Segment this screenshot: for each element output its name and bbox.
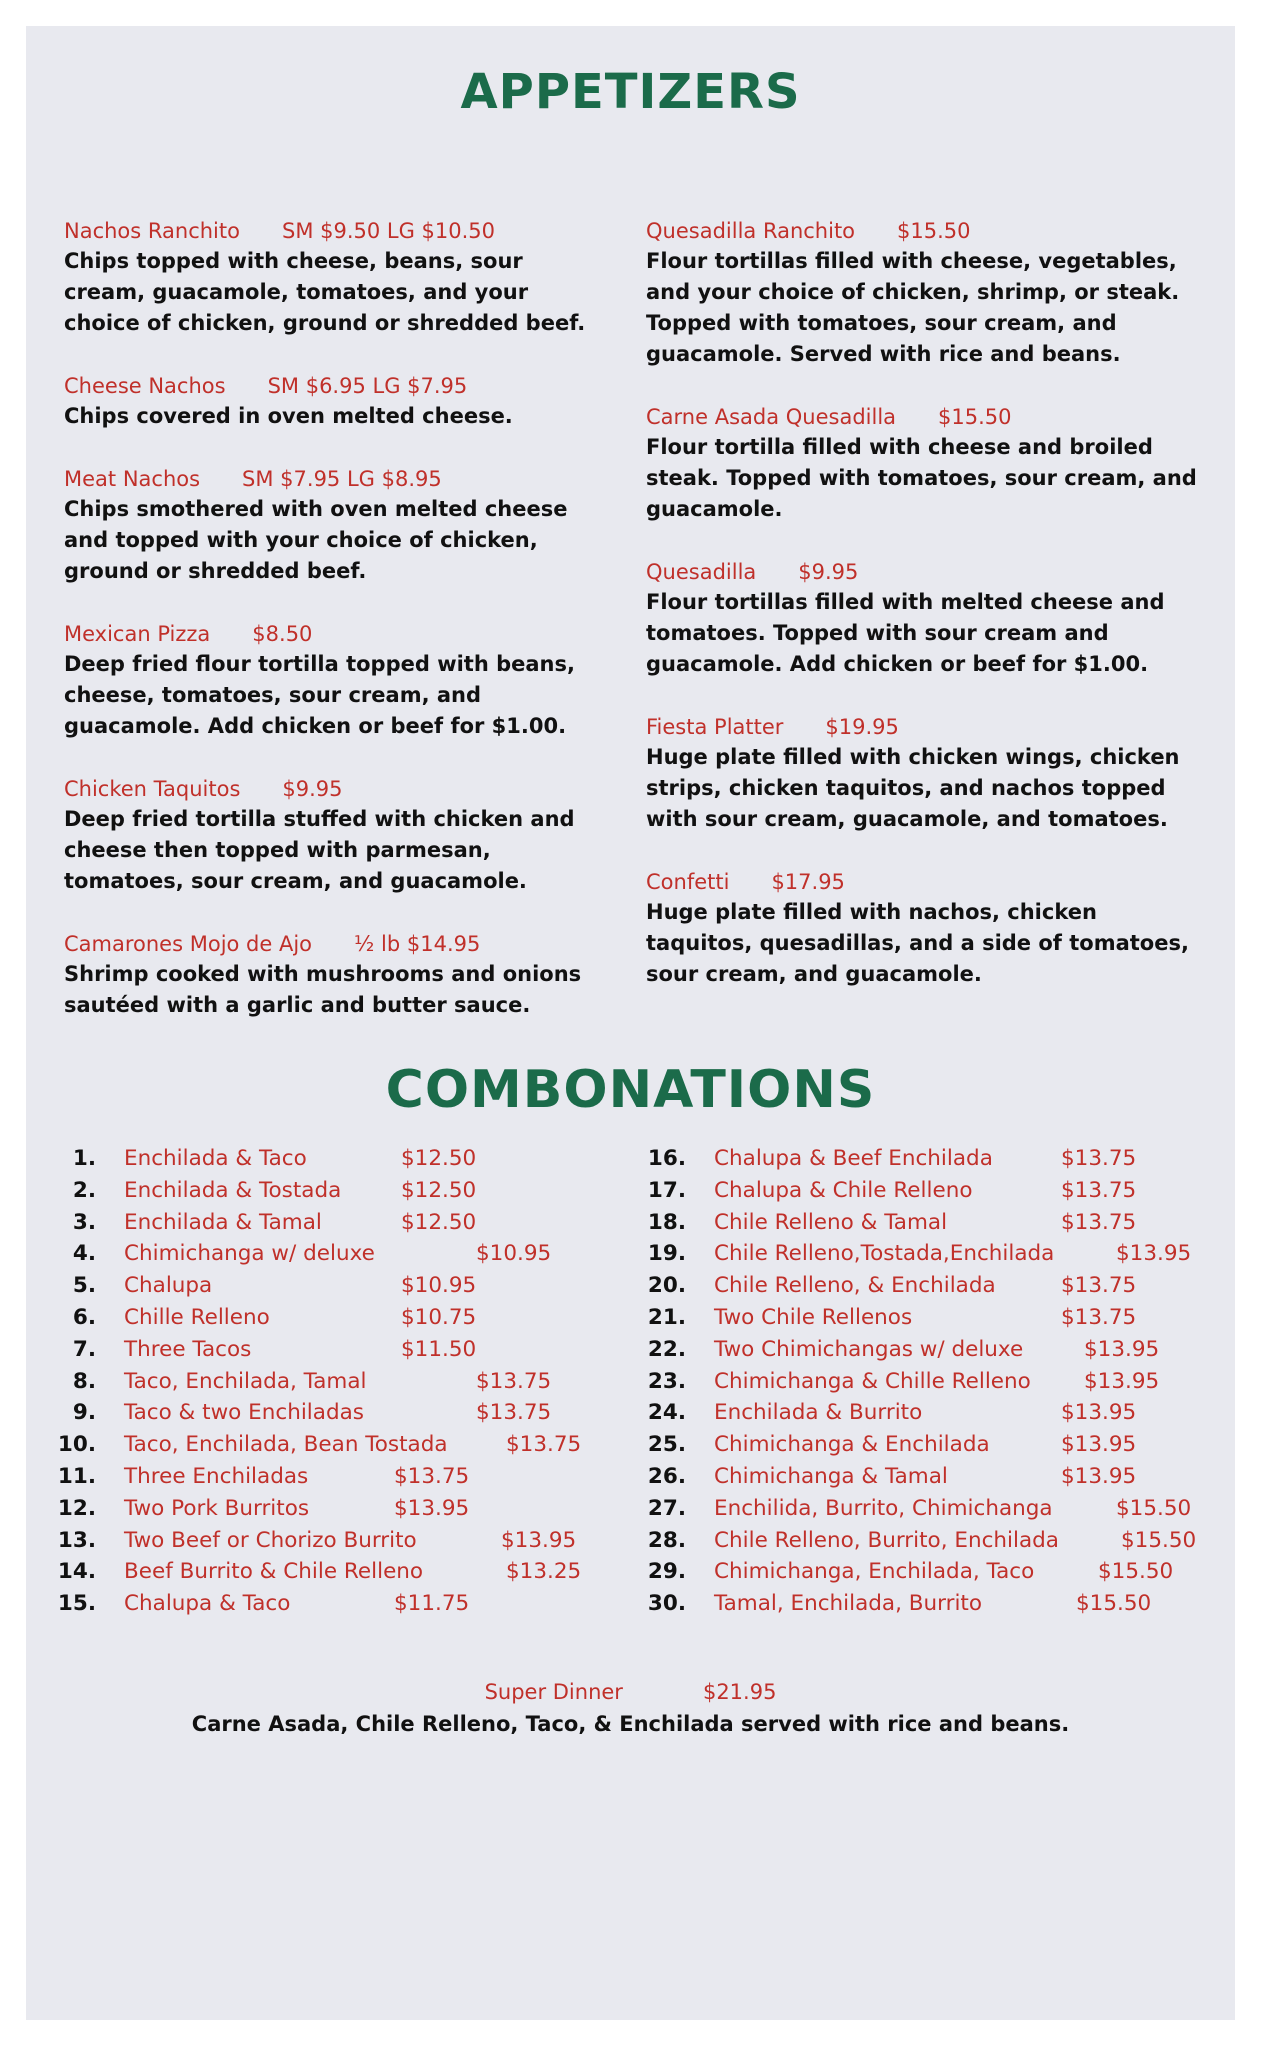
combo-number: 20. (647, 1273, 686, 1299)
combo-name: Chimichanga w/ deluxe (124, 1241, 375, 1267)
combo-name: Enchilada & Burrito (714, 1400, 923, 1426)
item-description: Flour tortillas filled with melted cheese and tomatoes. Topped with sour cream and guacamole. Add chicken or beef for $1.00. (646, 590, 1165, 676)
combo-price: $13.75 (394, 1463, 470, 1489)
item-price: SM $6.95 LG $7.95 (267, 374, 468, 398)
combinations-right-column (636, 1146, 1216, 1623)
combo-row (46, 1337, 606, 1369)
combo-row (46, 1528, 606, 1560)
combo-number: 25. (647, 1432, 686, 1458)
combo-name: Enchilada & Tamal (124, 1209, 322, 1235)
combo-number: 18. (647, 1209, 686, 1235)
combo-number: 27. (647, 1495, 686, 1521)
item-description: Chips topped with cheese, beans, sour cream, guacamole, tomatoes, and your choice of chicken, ground or shredded beef. (64, 249, 586, 335)
combo-price: $10.75 (401, 1304, 477, 1330)
combo-name: Tamal, Enchilada, Burrito (714, 1591, 983, 1617)
combo-number: 7. (72, 1336, 96, 1362)
combo-price: $13.75 (1061, 1273, 1137, 1299)
combo-price: $13.25 (506, 1559, 582, 1585)
combo-row (636, 1369, 1216, 1401)
combo-name: Chile Relleno & Tamal (714, 1209, 948, 1235)
combo-name: Taco & two Enchiladas (124, 1400, 364, 1426)
combo-number: 16. (647, 1146, 686, 1171)
combo-number: 19. (647, 1241, 686, 1267)
item-price: $15.50 (938, 405, 1012, 429)
menu-item (64, 774, 604, 897)
combo-name: Enchilada & Tostada (124, 1177, 342, 1203)
combo-name: Beef Burrito & Chile Relleno (124, 1559, 424, 1585)
combo-number: 28. (647, 1527, 686, 1553)
combo-number: 26. (647, 1463, 686, 1489)
combo-row (46, 1146, 606, 1178)
combo-name: Enchilada & Taco (124, 1146, 307, 1171)
combo-number: 9. (72, 1400, 96, 1426)
combo-price: $13.95 (1061, 1400, 1137, 1426)
combo-number: 22. (647, 1336, 686, 1362)
combo-number: 3. (72, 1209, 96, 1235)
combo-number: 30. (647, 1591, 686, 1617)
item-name: Nachos Ranchito (64, 219, 240, 243)
combo-name: Two Beef or Chorizo Burrito (124, 1527, 417, 1553)
combo-name: Two Chimichangas w/ deluxe (714, 1336, 1024, 1362)
item-price: SM $9.50 LG $10.50 (281, 219, 496, 243)
combo-price: $13.75 (476, 1368, 552, 1394)
combo-row (636, 1464, 1216, 1496)
combo-row (46, 1273, 606, 1305)
combo-number: 2. (72, 1177, 96, 1203)
combo-price: $13.75 (1061, 1146, 1137, 1171)
menu-item (64, 464, 604, 587)
combo-name: Chimichanga & Enchilada (714, 1432, 990, 1458)
combo-number: 4. (72, 1241, 96, 1267)
combo-name: Two Pork Burritos (124, 1495, 310, 1521)
combo-row (636, 1305, 1216, 1337)
combo-number: 6. (72, 1304, 96, 1330)
combo-row (46, 1432, 606, 1464)
combo-number: 12. (57, 1495, 96, 1521)
combo-price: $13.75 (476, 1400, 552, 1426)
combo-price: $13.95 (1084, 1336, 1160, 1362)
combo-row (46, 1464, 606, 1496)
menu-item (64, 929, 604, 1021)
combo-price: $13.95 (1061, 1463, 1137, 1489)
menu-item (64, 216, 604, 339)
item-description: Chips smothered with oven melted cheese and topped with your choice of chicken, ground or shredded beef. (64, 497, 568, 583)
item-price: ½ lb $14.95 (354, 932, 481, 956)
item-description: Flour tortillas filled with cheese, vegetables, and your choice of chicken, shrimp, or steak. Topped with tomatoes, sour cream, and guacamole. Served with rice and beans. (646, 249, 1180, 366)
combo-row (636, 1337, 1216, 1369)
combo-number: 14. (57, 1559, 96, 1585)
combinations-left-column (46, 1146, 606, 1623)
combo-price: $11.75 (394, 1591, 470, 1617)
item-description: Chips covered in oven melted cheese. (64, 404, 513, 428)
combo-name: Chile Relleno, & Enchilada (714, 1273, 996, 1299)
combo-price: $13.95 (1061, 1432, 1137, 1458)
combo-name: Three Tacos (124, 1336, 252, 1362)
combo-number: 17. (647, 1177, 686, 1203)
item-price: $9.95 (282, 777, 343, 801)
combo-price: $13.95 (501, 1527, 577, 1553)
item-name: Carne Asada Quesadilla (646, 405, 897, 429)
combo-price: $15.50 (1076, 1591, 1152, 1617)
combo-name: Chile Relleno, Burrito, Enchilada (714, 1527, 1059, 1553)
combo-row (636, 1528, 1216, 1560)
combo-row (636, 1559, 1216, 1591)
item-description: Deep fried flour tortilla topped with beans, cheese, tomatoes, sour cream, and guacamole. Add chicken or beef for $1.00. (64, 652, 575, 738)
combo-row (636, 1210, 1216, 1242)
menu-item (646, 402, 1206, 525)
combo-row (46, 1559, 606, 1591)
combo-number: 21. (647, 1304, 686, 1330)
combo-price: $11.50 (401, 1336, 477, 1362)
combo-name: Chile Relleno,Tostada,Enchilada (714, 1241, 1055, 1267)
combo-name: Chalupa & Chile Relleno (714, 1177, 973, 1203)
item-description: Flour tortilla filled with cheese and broiled steak. Topped with tomatoes, sour cream, and guacamole. (646, 435, 1197, 521)
super-dinner-description: Carne Asada, Chile Relleno, Taco, & Enchilada served with rice and beans. (191, 1712, 1070, 1736)
combo-row (46, 1241, 606, 1273)
super-dinner-price: $21.95 (702, 1680, 777, 1704)
item-price: $9.95 (798, 560, 859, 584)
combo-name: Two Chile Rellenos (714, 1304, 913, 1330)
menu-item (64, 371, 604, 432)
combo-name: Chalupa & Taco (124, 1591, 291, 1617)
item-name: Meat Nachos (64, 467, 201, 491)
combo-row (636, 1273, 1216, 1305)
combo-number: 8. (72, 1368, 96, 1394)
combo-price: $10.95 (476, 1241, 552, 1267)
menu-item (646, 712, 1206, 835)
combo-number: 24. (647, 1400, 686, 1426)
combo-name: Chille Relleno (124, 1304, 270, 1330)
menu-item (646, 557, 1206, 680)
combo-name: Three Enchiladas (124, 1463, 309, 1489)
combo-price: $13.75 (1061, 1209, 1137, 1235)
combo-row (46, 1400, 606, 1432)
item-name: Quesadilla (646, 560, 757, 584)
combo-number: 5. (72, 1273, 96, 1299)
combo-row (46, 1305, 606, 1337)
combinations-heading: COMBONATIONS (385, 1060, 876, 1120)
combo-price: $12.50 (401, 1146, 477, 1171)
combo-row (636, 1146, 1216, 1178)
combo-price: $13.75 (506, 1432, 582, 1458)
menu-item (64, 619, 604, 742)
combo-name: Chalupa (124, 1273, 213, 1299)
combo-name: Enchilida, Burrito, Chimichanga (714, 1495, 1053, 1521)
combo-name: Taco, Enchilada, Tamal (124, 1368, 367, 1394)
appetizers-left-column (64, 216, 604, 1053)
item-name: Fiesta Platter (646, 715, 784, 739)
combo-name: Chimichanga & Chille Relleno (714, 1368, 1031, 1394)
item-price: $15.50 (897, 219, 971, 243)
combo-row (636, 1496, 1216, 1528)
combo-row (46, 1369, 606, 1401)
menu-item (646, 867, 1206, 990)
item-price: $19.95 (825, 715, 899, 739)
menu-item (646, 216, 1206, 370)
combo-price: $13.75 (1061, 1304, 1137, 1330)
combo-price: $13.95 (394, 1495, 470, 1521)
appetizers-right-column (646, 216, 1206, 1022)
combo-price: $13.75 (1061, 1177, 1137, 1203)
item-name: Mexican Pizza (64, 622, 211, 646)
item-name: Camarones Mojo de Ajo (64, 932, 313, 956)
item-description: Huge plate filled with nachos, chicken taquitos, quesadillas, and a side of tomatoes, sour cream, and guacamole. (646, 900, 1189, 986)
combo-number: 23. (647, 1368, 686, 1394)
combo-name: Chimichanga, Enchilada, Taco (714, 1559, 1035, 1585)
combo-row (636, 1241, 1216, 1273)
menu-page (26, 26, 1235, 2020)
combo-price: $13.95 (1116, 1241, 1192, 1267)
combo-row (636, 1178, 1216, 1210)
combo-price: $15.50 (1121, 1527, 1197, 1553)
combo-name: Taco, Enchilada, Bean Tostada (124, 1432, 448, 1458)
combo-row (46, 1591, 606, 1623)
item-name: Cheese Nachos (64, 374, 226, 398)
appetizers-heading: APPETIZERS (460, 64, 801, 120)
item-description: Huge plate filled with chicken wings, chicken strips, chicken taquitos, and nachos topped with sour cream, guacamole, and tomatoes. (646, 745, 1180, 831)
combo-price: $15.50 (1098, 1559, 1174, 1585)
combo-price: $13.95 (1084, 1368, 1160, 1394)
combo-row (46, 1496, 606, 1528)
combo-row (636, 1591, 1216, 1623)
combo-row (636, 1400, 1216, 1432)
combo-number: 13. (57, 1527, 96, 1553)
item-price: SM $7.95 LG $8.95 (242, 467, 442, 491)
combo-row (46, 1178, 606, 1210)
combo-number: 15. (57, 1591, 96, 1617)
item-description: Shrimp cooked with mushrooms and onions sautéed with a garlic and butter sauce. (64, 962, 582, 1017)
item-price: $8.50 (252, 622, 313, 646)
item-name: Confetti (646, 870, 730, 894)
combo-price: $12.50 (401, 1209, 477, 1235)
super-dinner (26, 1676, 1235, 1740)
combo-number: 1. (72, 1146, 96, 1171)
item-name: Chicken Taquitos (64, 777, 241, 801)
combo-number: 10. (57, 1432, 96, 1458)
combo-price: $12.50 (401, 1177, 477, 1203)
super-dinner-name: Super Dinner (484, 1680, 623, 1704)
combo-price: $10.95 (401, 1273, 477, 1299)
item-name: Quesadilla Ranchito (646, 219, 856, 243)
combo-name: Chalupa & Beef Enchilada (714, 1146, 993, 1171)
combo-row (46, 1210, 606, 1242)
combo-number: 29. (647, 1559, 686, 1585)
combo-number: 11. (57, 1463, 96, 1489)
item-description: Deep fried tortilla stuffed with chicken and cheese then topped with parmesan, tomatoes, sour cream, and guacamole. (64, 807, 575, 893)
item-price: $17.95 (771, 870, 845, 894)
combo-price: $15.50 (1116, 1495, 1192, 1521)
combo-name: Chimichanga & Tamal (714, 1463, 948, 1489)
combo-row (636, 1432, 1216, 1464)
